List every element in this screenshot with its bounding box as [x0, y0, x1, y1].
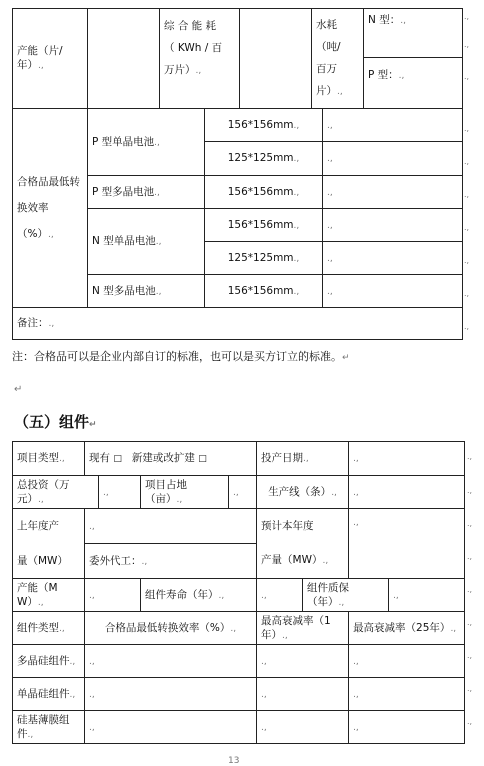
energy-value[interactable] — [240, 9, 312, 109]
land-value[interactable]: ., — [229, 476, 257, 509]
lines-value[interactable]: ., — [349, 476, 465, 509]
value-cell[interactable]: ., — [349, 678, 465, 711]
module-table — [12, 441, 465, 744]
value-cell[interactable]: ., — [323, 209, 463, 242]
mono-si-label: 单晶硅组件., — [13, 678, 85, 711]
p-multi-label: P 型多晶电池., — [88, 176, 205, 209]
lifetime-value[interactable]: ., — [257, 579, 303, 612]
capacity-value[interactable] — [88, 9, 160, 109]
energy-label: 综 合 能 耗 （ KWh / 百 万片）., — [160, 9, 240, 109]
thin-film-label: 硅基薄膜组件., — [13, 711, 85, 744]
paragraph-mark: ↵ — [14, 384, 23, 395]
p-mono-label: P 型单晶电池., — [88, 109, 205, 176]
value-cell[interactable]: ., — [257, 678, 349, 711]
section-heading: （五）组件↵ — [14, 413, 97, 431]
footnote: 注：合格品可以是企业内部自订的标准，也可以是买方订立的标准。↵ — [12, 350, 350, 363]
investment-value[interactable]: ., — [99, 476, 141, 509]
value-cell[interactable]: ., — [323, 142, 463, 176]
min-eff-header: 合格品最低转换效率（%）., — [85, 612, 257, 645]
page-number: 13 — [228, 756, 240, 766]
value-cell[interactable]: ., — [349, 711, 465, 744]
lines-label: 生产线（条）., — [257, 476, 349, 509]
outsourcing-cell[interactable]: 委外代工：., — [85, 544, 257, 579]
land-label: 项目占地（亩）., — [141, 476, 229, 509]
project-type-options[interactable]: 现有 □ 新建或改扩建 □ — [85, 442, 257, 476]
value-cell[interactable]: ., — [257, 711, 349, 744]
existing-checkbox[interactable]: □ — [113, 454, 122, 464]
capacity-label: 产能（片/年）., — [13, 9, 88, 109]
decay-1-header: 最高衰减率（1年）., — [257, 612, 349, 645]
investment-label: 总投资（万元）., — [13, 476, 99, 509]
new-expand-checkbox[interactable]: □ — [198, 454, 207, 464]
project-type-label: 项目类型., — [13, 442, 85, 476]
commission-date-value[interactable]: ., — [349, 442, 465, 476]
remark-cell[interactable]: 备注：., — [13, 308, 463, 340]
value-cell[interactable]: ., — [323, 242, 463, 275]
module-type-header: 组件类型., — [13, 612, 85, 645]
value-cell[interactable]: ., — [257, 645, 349, 678]
forecast-label: 预计本年度 产量（MW）., — [257, 509, 349, 579]
last-year-value[interactable]: ., — [85, 509, 257, 544]
value-cell[interactable]: ., — [85, 711, 257, 744]
cell-spec-table — [12, 8, 463, 109]
efficiency-table — [12, 108, 463, 340]
multi-si-label: 多晶硅组件., — [13, 645, 85, 678]
water-label: 水耗（吨/ 百万片）., — [312, 9, 364, 109]
last-year-label-2: 量（MW） — [13, 544, 85, 579]
n-multi-label: N 型多晶电池., — [88, 275, 205, 308]
warranty-label: 组件质保（年）., — [303, 579, 389, 612]
water-value-cell — [364, 9, 463, 109]
commission-date-label: 投产日期., — [257, 442, 349, 476]
value-cell[interactable]: ., — [323, 275, 463, 308]
value-cell[interactable]: ., — [323, 176, 463, 209]
value-cell[interactable]: ., — [349, 645, 465, 678]
capacity-value[interactable]: ., — [85, 579, 141, 612]
value-cell[interactable]: ., — [85, 678, 257, 711]
size-cell: 156*156mm., — [205, 109, 323, 142]
size-cell: 125*125mm., — [205, 142, 323, 176]
forecast-value[interactable]: ., — [349, 509, 465, 579]
warranty-value[interactable]: ., — [389, 579, 465, 612]
n-mono-label: N 型单晶电池., — [88, 209, 205, 275]
decay-25-header: 最高衰减率（25年）., — [349, 612, 465, 645]
n-type-water[interactable]: N 型：., — [364, 9, 462, 58]
size-cell: 125*125mm., — [205, 242, 323, 275]
size-cell: 156*156mm., — [205, 209, 323, 242]
value-cell[interactable]: ., — [85, 645, 257, 678]
size-cell: 156*156mm., — [205, 275, 323, 308]
value-cell[interactable]: ., — [323, 109, 463, 142]
last-year-label: 上年度产 — [13, 509, 85, 544]
lifetime-label: 组件寿命（年）., — [141, 579, 257, 612]
p-type-water[interactable]: P 型：., — [368, 69, 405, 81]
pass-rate-label: 合格品最低转 换效率（%）., — [13, 109, 88, 308]
size-cell: 156*156mm., — [205, 176, 323, 209]
capacity-label: 产能（MW）., — [13, 579, 85, 612]
